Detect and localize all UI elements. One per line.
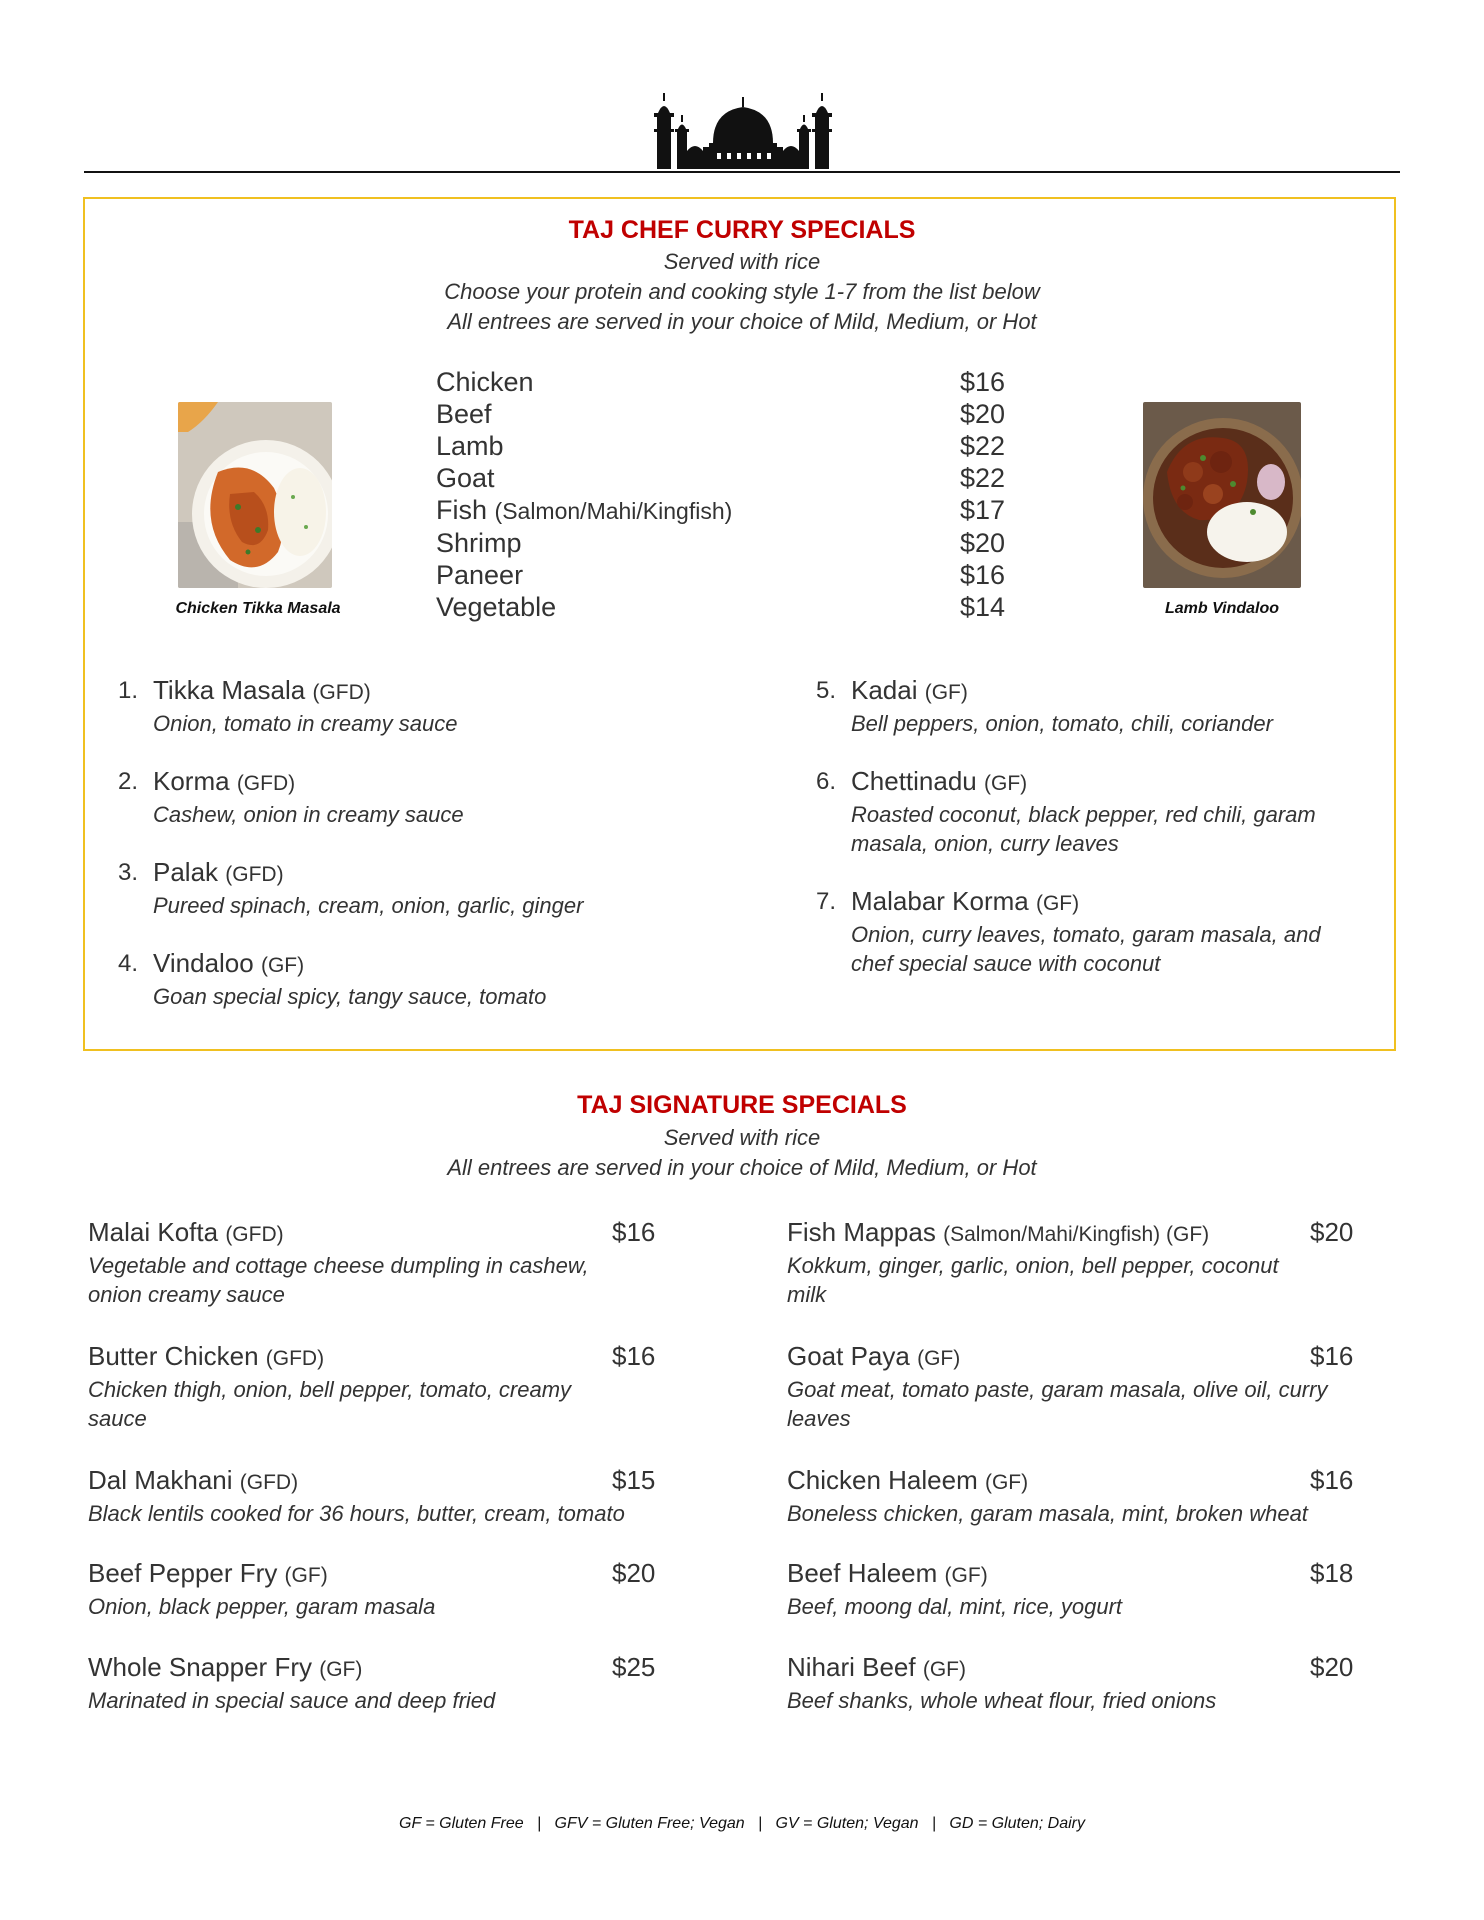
curry-specials-title: TAJ CHEF CURRY SPECIALS: [568, 216, 916, 244]
item-label: Fish Mappas: [787, 1217, 936, 1247]
style-number: 4.: [117, 950, 138, 977]
signature-item-name: [88, 1652, 362, 1683]
signature-item-description: Goat meat, tomato paste, garam masala, olive oil, curry: [787, 1377, 1328, 1402]
signature-item-description: Beef, moong dal, mint, rice, yogurt: [787, 1594, 1123, 1619]
signature-item-name: [88, 1558, 328, 1589]
dietary-tag: (GFD): [236, 772, 296, 795]
cooking-style-name: [153, 948, 304, 979]
protein-price: $20: [960, 528, 1006, 558]
cooking-style-name: [851, 886, 1079, 917]
dietary-tag: (GF): [984, 772, 1028, 795]
protein-price: $20: [960, 399, 1006, 429]
signature-item-description: Vegetable and cottage cheese dumpling in cashew,: [88, 1253, 589, 1278]
protein-name: [436, 495, 732, 526]
signature-item-name: [88, 1217, 284, 1248]
signature-item-name: [787, 1558, 988, 1589]
protein-name: [436, 592, 556, 623]
dietary-tag: (GFD): [225, 863, 284, 886]
item-label: Whole Snapper Fry: [88, 1652, 312, 1682]
signature-item-description: Onion, black pepper, garam masala: [88, 1594, 436, 1619]
signature-item-price: $25: [612, 1652, 656, 1682]
protein-label: Beef: [436, 399, 492, 429]
signature-item-description: Chicken thigh, onion, bell pepper, tomato, creamy: [88, 1377, 572, 1402]
signature-item-description-line2: sauce: [88, 1406, 147, 1431]
protein-label: Paneer: [436, 560, 524, 590]
signature-item-price: $16: [612, 1341, 656, 1371]
photo-caption-right: Lamb Vindaloo: [1164, 600, 1280, 617]
lamb-vindaloo-photo: [1143, 402, 1301, 588]
protein-price: $16: [960, 367, 1006, 397]
signature-item-description-line2: onion creamy sauce: [88, 1282, 285, 1307]
signature-item-price: $16: [1310, 1341, 1354, 1371]
signature-item-price: $20: [1310, 1652, 1354, 1682]
signature-item-description: Kokkum, ginger, garlic, onion, bell pepper, coconut: [787, 1253, 1279, 1278]
protein-label: Vegetable: [436, 592, 557, 622]
style-number: 6.: [815, 768, 836, 795]
signature-item-name: [787, 1652, 966, 1683]
style-description: Cashew, onion in creamy sauce: [153, 802, 464, 827]
item-label: Butter Chicken: [88, 1341, 259, 1371]
style-number: 3.: [117, 859, 138, 886]
dietary-tag: (GFD): [239, 1471, 299, 1494]
dietary-tag: (GF): [922, 1658, 967, 1681]
style-label: Palak: [153, 857, 219, 887]
chicken-tikka-masala-photo: [178, 402, 332, 588]
cooking-style-name: [153, 675, 371, 706]
signature-subtitle-heat: All entrees are served in your choice of Mild, Medium, or Hot: [447, 1155, 1037, 1180]
dietary-tag: (GFD): [225, 1223, 284, 1246]
dietary-tag: (GF): [1035, 892, 1080, 915]
dietary-tag: (Salmon/Mahi/Kingfish) (GF): [943, 1223, 1210, 1246]
protein-label: Fish: [436, 495, 488, 525]
protein-price: $22: [960, 431, 1006, 461]
style-description-line2: masala, onion, curry leaves: [851, 831, 1119, 856]
dietary-tag: (GF): [924, 681, 968, 704]
protein-price: $22: [960, 463, 1006, 493]
dietary-tag: (GF): [284, 1564, 328, 1587]
item-label: Beef Pepper Fry: [88, 1558, 278, 1588]
photo-caption-left: Chicken Tikka Masala: [175, 600, 341, 617]
style-description: Roasted coconut, black pepper, red chili, garam: [851, 802, 1316, 827]
cooking-style-name: [851, 675, 968, 706]
style-number: 5.: [815, 677, 836, 704]
protein-name: [436, 431, 504, 462]
dietary-tag: (GFD): [312, 681, 371, 704]
dietary-tag: (GF): [260, 954, 305, 977]
cooking-style-name: [851, 766, 1027, 797]
signature-specials-title: TAJ SIGNATURE SPECIALS: [577, 1091, 907, 1119]
style-description-line2: chef special sauce with coconut: [851, 951, 1161, 976]
item-label: Malai Kofta: [88, 1217, 219, 1247]
signature-item-description-line2: leaves: [787, 1406, 851, 1431]
signature-item-price: $18: [1310, 1558, 1354, 1588]
item-label: Dal Makhani: [88, 1465, 233, 1495]
protein-name: [436, 528, 522, 559]
signature-item-name: [787, 1341, 960, 1372]
dietary-tag: (GF): [944, 1564, 988, 1587]
signature-subtitle-rice: Served with rice: [663, 1125, 821, 1150]
cooking-style-name: [153, 766, 295, 797]
curry-subtitle-heat: All entrees are served in your choice of Mild, Medium, or Hot: [447, 309, 1037, 334]
curry-subtitle-rice: Served with rice: [663, 249, 821, 274]
style-label: Tikka Masala: [153, 675, 306, 705]
signature-item-description-line2: milk: [787, 1282, 827, 1307]
style-label: Kadai: [851, 675, 918, 705]
style-number: 2.: [117, 768, 138, 795]
protein-label: Lamb: [436, 431, 504, 461]
style-description: Goan special spicy, tangy sauce, tomato: [153, 984, 547, 1009]
signature-item-description: Marinated in special sauce and deep fried: [88, 1688, 496, 1713]
dietary-tag: (GF): [984, 1471, 1029, 1494]
protein-label: Chicken: [436, 367, 534, 397]
style-label: Chettinadu: [851, 766, 977, 796]
style-description: Onion, curry leaves, tomato, garam masala, and: [851, 922, 1321, 947]
style-label: Malabar Korma: [851, 886, 1029, 916]
dietary-legend: GF = Gluten Free | GFV = Gluten Free; Vegan | GV = Gluten; Vegan | GD = Gluten; Dairy: [399, 1815, 1085, 1832]
protein-price: $14: [960, 592, 1006, 622]
protein-name: [436, 560, 523, 591]
signature-item-price: $20: [1310, 1217, 1354, 1247]
style-description: Onion, tomato in creamy sauce: [153, 711, 458, 736]
signature-item-price: $20: [612, 1558, 656, 1588]
style-label: Vindaloo: [153, 948, 254, 978]
protein-label: Goat: [436, 463, 495, 493]
item-label: Goat Paya: [787, 1341, 910, 1371]
dietary-tag: (GF): [917, 1347, 961, 1370]
item-label: Beef Haleem: [787, 1558, 938, 1588]
item-label: Chicken Haleem: [787, 1465, 978, 1495]
signature-item-name: [88, 1465, 298, 1496]
style-number: 7.: [815, 888, 836, 915]
style-number: 1.: [117, 677, 138, 704]
protein-note: (Salmon/Mahi/Kingfish): [494, 498, 733, 524]
signature-item-description: Beef shanks, whole wheat flour, fried onions: [787, 1688, 1217, 1713]
cooking-style-name: [153, 857, 284, 888]
protein-name: [436, 367, 534, 398]
signature-item-price: $15: [612, 1465, 656, 1495]
style-description: Bell peppers, onion, tomato, chili, coriander: [851, 711, 1273, 736]
curry-subtitle-choose: Choose your protein and cooking style 1-7 from the list below: [444, 279, 1040, 304]
protein-name: [436, 399, 492, 430]
style-label: Korma: [153, 766, 230, 796]
dietary-tag: (GF): [319, 1658, 363, 1681]
signature-item-name: [787, 1217, 1209, 1248]
style-description: Pureed spinach, cream, onion, garlic, ginger: [153, 893, 584, 918]
signature-item-price: $16: [1310, 1465, 1354, 1495]
signature-item-description: Boneless chicken, garam masala, mint, broken wheat: [787, 1501, 1308, 1526]
signature-item-name: [88, 1341, 324, 1372]
mosque-silhouette-icon: [647, 93, 839, 169]
protein-name: [436, 463, 495, 494]
protein-price: $17: [960, 495, 1006, 525]
signature-item-description: Black lentils cooked for 36 hours, butter, cream, tomato: [88, 1501, 625, 1526]
header-divider: [84, 171, 1400, 173]
signature-item-price: $16: [612, 1217, 656, 1247]
protein-label: Shrimp: [436, 528, 522, 558]
protein-price: $16: [960, 560, 1006, 590]
dietary-tag: (GFD): [265, 1347, 325, 1370]
item-label: Nihari Beef: [787, 1652, 916, 1682]
signature-item-name: [787, 1465, 1028, 1496]
